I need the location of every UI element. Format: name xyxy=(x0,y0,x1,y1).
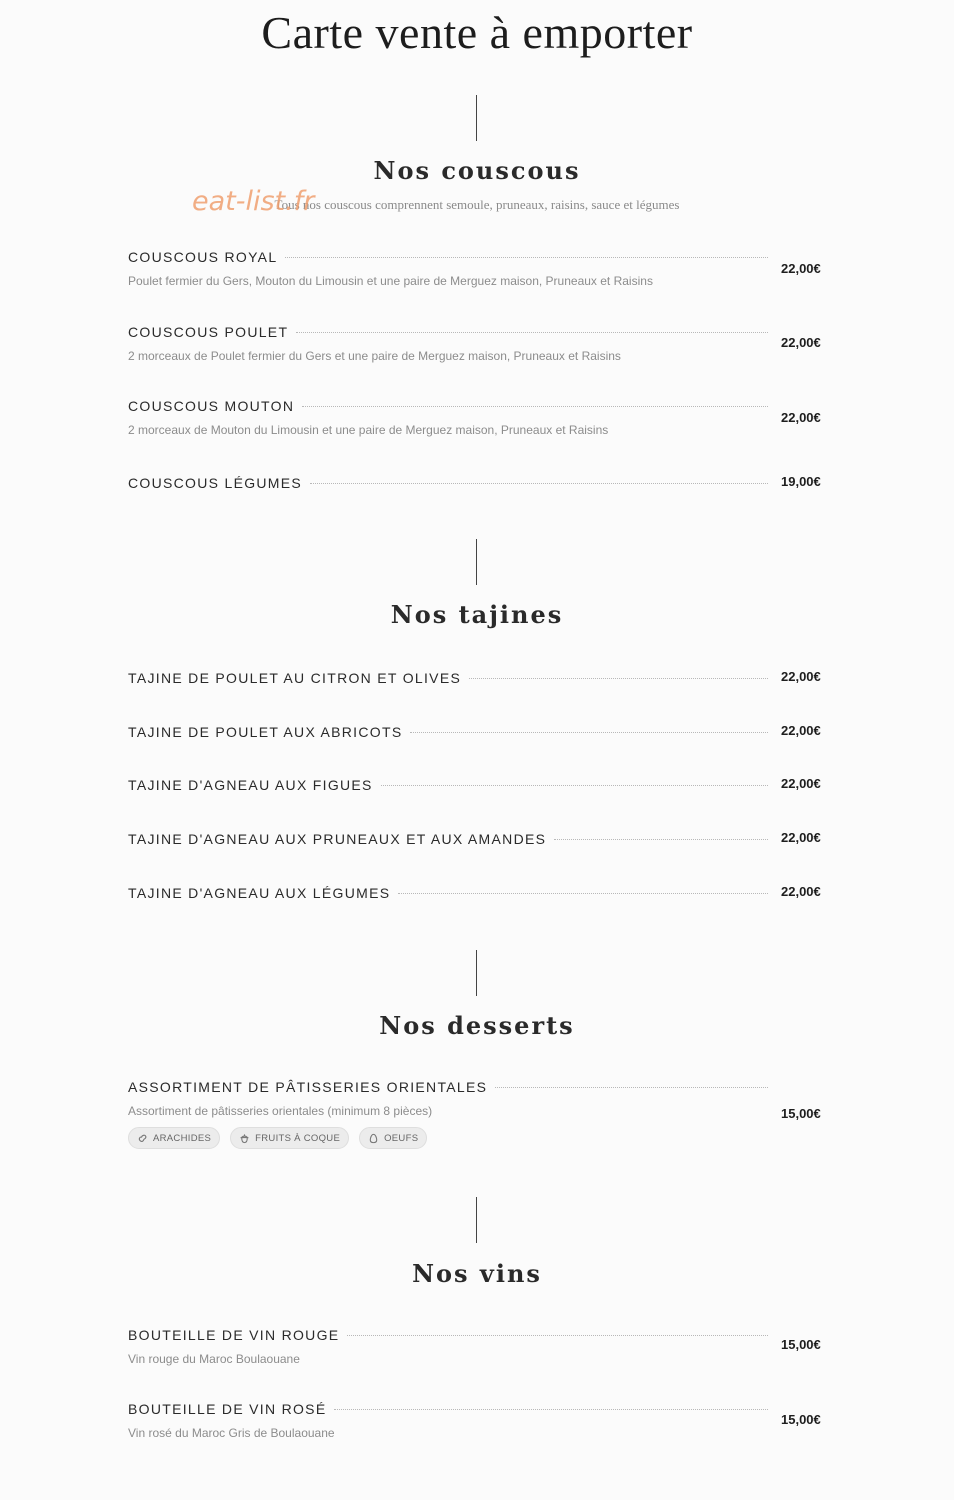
menu-item-couscous-royal[interactable] xyxy=(128,249,828,288)
item-name: TAJINE DE POULET AU CITRON ET OLIVES xyxy=(128,670,462,686)
allergen-tag-oeufs xyxy=(359,1127,427,1149)
menu-item-vin-rose[interactable] xyxy=(128,1401,828,1440)
page-title: Carte vente à emporter xyxy=(261,7,693,58)
dot-leader xyxy=(469,678,768,679)
allergen-tag-fruits-a-coque xyxy=(230,1127,349,1149)
allergen-tag-arachides xyxy=(128,1127,220,1149)
section-title-desserts: Nos desserts xyxy=(379,1011,575,1040)
item-name: COUSCOUS MOUTON xyxy=(128,398,295,414)
section-divider xyxy=(476,950,477,996)
item-price: 22,00€ xyxy=(781,884,821,899)
menu-item-tajine-agneau-pruneaux[interactable] xyxy=(128,831,828,847)
section-divider xyxy=(476,1197,477,1243)
item-name: TAJINE D'AGNEAU AUX FIGUES xyxy=(128,777,373,793)
item-price: 22,00€ xyxy=(781,723,821,738)
section-divider xyxy=(476,95,477,141)
item-price: 15,00€ xyxy=(781,1337,821,1352)
dot-leader xyxy=(398,893,768,894)
item-description: Assortiment de pâtisseries orientales (minimum 8 pièces) xyxy=(128,1104,433,1118)
item-description: Vin rouge du Maroc Boulaouane xyxy=(128,1352,300,1366)
item-description: 2 morceaux de Poulet fermier du Gers et une paire de Merguez maison, Pruneaux et Raisins xyxy=(128,349,621,363)
item-name: COUSCOUS ROYAL xyxy=(128,249,278,265)
dot-leader xyxy=(310,483,768,484)
dot-leader xyxy=(381,785,768,786)
item-name: ASSORTIMENT DE PÂTISSERIES ORIENTALES xyxy=(128,1079,488,1095)
item-price: 22,00€ xyxy=(781,830,821,845)
section-title-tajines: Nos tajines xyxy=(390,600,564,629)
item-price: 22,00€ xyxy=(781,669,821,684)
section-divider xyxy=(476,539,477,585)
menu-item-vin-rouge[interactable] xyxy=(128,1327,828,1366)
item-price: 15,00€ xyxy=(781,1106,821,1121)
item-price: 15,00€ xyxy=(781,1412,821,1427)
item-name: TAJINE DE POULET AUX ABRICOTS xyxy=(128,724,403,740)
allergen-tags xyxy=(128,1127,828,1149)
menu-item-couscous-legumes[interactable] xyxy=(128,475,828,491)
item-name: TAJINE D'AGNEAU AUX PRUNEAUX ET AUX AMANDES xyxy=(128,831,547,847)
item-name: COUSCOUS POULET xyxy=(128,324,289,340)
item-price: 22,00€ xyxy=(781,335,821,350)
item-price: 19,00€ xyxy=(781,474,821,489)
item-price: 22,00€ xyxy=(781,410,821,425)
peanut-icon xyxy=(137,1133,148,1144)
item-name: TAJINE D'AGNEAU AUX LÉGUMES xyxy=(128,885,391,901)
allergen-label: ARACHIDES xyxy=(153,1132,212,1144)
menu-item-tajine-poulet-abricots[interactable] xyxy=(128,724,828,740)
menu-item-couscous-mouton[interactable] xyxy=(128,398,828,437)
item-description: 2 morceaux de Mouton du Limousin et une paire de Merguez maison, Pruneaux et Raisins xyxy=(128,423,609,437)
item-description: Vin rosé du Maroc Gris de Boulaouane xyxy=(128,1426,335,1440)
item-description: Poulet fermier du Gers, Mouton du Limousin et une paire de Merguez maison, Pruneaux et Raisins xyxy=(128,274,653,288)
dot-leader xyxy=(302,406,768,407)
menu-item-patisseries-orientales[interactable] xyxy=(128,1079,828,1149)
allergen-label: OEUFS xyxy=(384,1132,419,1144)
section-title-vins: Nos vins xyxy=(412,1259,542,1288)
dot-leader xyxy=(347,1335,768,1336)
item-price: 22,00€ xyxy=(781,776,821,791)
section-title-couscous: Nos couscous xyxy=(373,156,581,185)
menu-item-tajine-agneau-legumes[interactable] xyxy=(128,885,828,901)
dot-leader xyxy=(554,839,768,840)
menu-item-couscous-poulet[interactable] xyxy=(128,324,828,363)
item-price: 22,00€ xyxy=(781,261,821,276)
dot-leader xyxy=(495,1087,768,1088)
watermark: eat-list.fr xyxy=(192,186,315,217)
menu-item-tajine-poulet-citron[interactable] xyxy=(128,670,828,686)
item-name: COUSCOUS LÉGUMES xyxy=(128,475,303,491)
egg-icon xyxy=(368,1133,379,1144)
allergen-label: FRUITS À COQUE xyxy=(255,1132,341,1144)
menu-item-tajine-agneau-figues[interactable] xyxy=(128,777,828,793)
dot-leader xyxy=(410,732,768,733)
dot-leader xyxy=(296,332,768,333)
section-subtitle-couscous: Tous nos couscous comprennent semoule, pruneaux, raisins, sauce et légumes xyxy=(274,197,680,212)
dot-leader xyxy=(334,1409,768,1410)
dot-leader xyxy=(285,257,768,258)
item-name: BOUTEILLE DE VIN ROUGE xyxy=(128,1327,340,1343)
item-name: BOUTEILLE DE VIN ROSÉ xyxy=(128,1401,327,1417)
nut-icon xyxy=(239,1133,250,1144)
